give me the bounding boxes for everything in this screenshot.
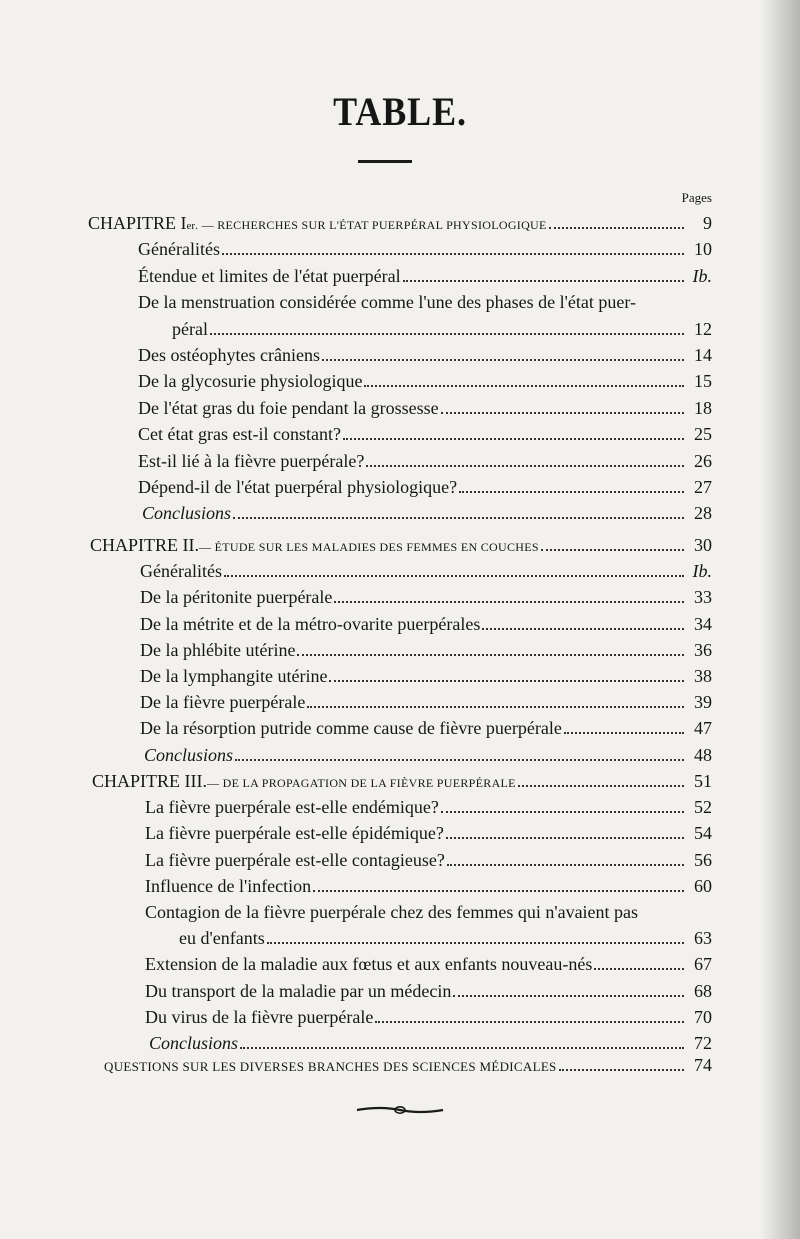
- page-number: 26: [694, 450, 712, 471]
- dot-leader: [297, 640, 684, 656]
- toc-entry: [138, 292, 636, 318]
- toc-entry: [140, 666, 712, 692]
- entry-text: La fièvre puerpérale est-elle endémique?: [145, 797, 439, 818]
- dot-leader: [375, 1007, 684, 1023]
- dot-leader: [541, 535, 684, 551]
- entry-text: La fièvre puerpérale est-elle contagieuse?: [145, 849, 445, 870]
- entry-text: Généralités: [138, 239, 220, 260]
- page-number: 72: [694, 1033, 712, 1053]
- entry-text: De la métrite et de la métro-ovarite puerpérales: [140, 613, 481, 634]
- dot-leader: [441, 797, 684, 813]
- entry-text: Étendue et limites de l'état puerpéral: [138, 265, 401, 286]
- toc-entry: [145, 876, 712, 902]
- page-title: TABLE.: [333, 89, 467, 134]
- entry-text: Extension de la maladie aux fœtus et aux enfants nouveau-nés: [145, 954, 593, 975]
- toc-entry: [145, 823, 712, 849]
- toc-entry: [140, 561, 712, 587]
- page-number: Ib.: [692, 561, 712, 582]
- dot-leader: [313, 876, 684, 892]
- toc-entry: [140, 692, 712, 718]
- chapter-heading: [88, 213, 712, 239]
- toc-entry: [138, 451, 712, 477]
- toc-entry: [138, 398, 712, 424]
- page-number: 52: [694, 797, 712, 818]
- entry-text: eu d'enfants: [179, 928, 265, 949]
- dot-leader: [453, 981, 684, 997]
- toc-entry: [145, 1007, 712, 1033]
- page-number: 48: [694, 744, 712, 765]
- dot-leader: [343, 424, 684, 440]
- entry-text: Conclusions: [142, 503, 232, 524]
- chapter-heading: [92, 771, 712, 797]
- entry-text: Contagion de la fièvre puerpérale chez des femmes qui n'avaient pas: [145, 902, 639, 922]
- entry-text: péral: [172, 318, 208, 339]
- toc-entry: [138, 266, 712, 292]
- chapter-title: — DE LA PROPAGATION DE LA FIÈVRE PUERPÉRALE: [207, 776, 516, 790]
- dot-leader: [366, 451, 684, 467]
- dot-leader: [482, 614, 684, 630]
- dot-leader: [364, 371, 684, 387]
- toc-entry: [144, 745, 712, 771]
- entry-text: De la lymphangite utérine: [140, 666, 328, 686]
- entry-text: Conclusions: [149, 1033, 239, 1053]
- chapter-superscript: er: [186, 220, 196, 232]
- toc-entry: [140, 640, 712, 666]
- toc-entry: [138, 424, 712, 450]
- dot-leader: [267, 928, 684, 944]
- dot-leader: [518, 771, 684, 787]
- dot-leader: [322, 345, 684, 361]
- dot-leader: [224, 561, 684, 577]
- page-number: 18: [694, 397, 712, 418]
- toc-entry: [145, 797, 712, 823]
- dot-leader: [459, 477, 684, 493]
- dot-leader: [403, 266, 684, 282]
- toc-entry: [172, 319, 712, 345]
- page-number: 60: [694, 875, 712, 896]
- page-number: 28: [694, 503, 712, 524]
- dot-leader: [559, 1055, 684, 1071]
- page-number: 51: [694, 771, 712, 791]
- entry-text: La fièvre puerpérale est-elle épidémique?: [145, 823, 444, 844]
- page-number: 36: [694, 639, 712, 660]
- final-entry: [104, 1055, 712, 1081]
- entry-text: De la résorption putride comme cause de fièvre puerpérale: [140, 718, 562, 739]
- page-number: 14: [694, 345, 712, 365]
- chapter-label: CHAPITRE III.: [92, 771, 207, 791]
- chapter-label: CHAPITRE II.: [90, 535, 199, 555]
- dot-leader: [447, 850, 684, 866]
- final-entry-text: QUESTIONS SUR LES DIVERSES BRANCHES DES SCIENCES MÉDICALES: [104, 1059, 557, 1074]
- dot-leader: [594, 954, 684, 970]
- dot-leader: [233, 503, 684, 519]
- dot-leader: [240, 1033, 684, 1049]
- toc-entry: [142, 503, 712, 529]
- page-number: 25: [694, 424, 712, 445]
- toc-entry: [179, 928, 712, 954]
- toc-entry: [138, 371, 712, 397]
- page-number: 30: [694, 535, 712, 555]
- entry-text: De la fièvre puerpérale: [140, 692, 306, 713]
- page-number: 9: [703, 213, 712, 233]
- page-number: 39: [694, 692, 712, 713]
- page-number: 56: [694, 849, 712, 870]
- entry-text: De l'état gras du foie pendant la grossesse: [138, 397, 439, 418]
- toc-entry: [138, 345, 712, 371]
- page-number: 70: [694, 1006, 712, 1027]
- entry-text: De la glycosurie physiologique: [138, 371, 363, 392]
- dot-leader: [329, 666, 684, 682]
- entry-text: Est-il lié à la fièvre puerpérale?: [138, 450, 365, 471]
- dot-leader: [334, 587, 684, 603]
- page-number: 27: [694, 477, 712, 497]
- page-number: 38: [694, 666, 712, 686]
- entry-text: Cet état gras est-il constant?: [138, 424, 341, 445]
- dot-leader: [210, 319, 684, 335]
- entry-text: Du virus de la fièvre puerpérale: [145, 1006, 374, 1027]
- page-number: Ib.: [692, 265, 712, 286]
- entry-text: De la péritonite puerpérale: [140, 587, 333, 608]
- dot-leader: [549, 213, 684, 229]
- entry-text: Influence de l'infection: [145, 875, 312, 896]
- entry-text: Du transport de la maladie par un médecin: [145, 980, 452, 1001]
- entry-text: Dépend-il de l'état puerpéral physiologique?: [138, 477, 458, 497]
- toc-entry: [145, 902, 638, 928]
- page-number: 63: [694, 928, 712, 949]
- end-ornament: [355, 1104, 445, 1116]
- dot-leader: [307, 692, 684, 708]
- dot-leader: [446, 823, 684, 839]
- toc-entry: [145, 850, 712, 876]
- chapter-title: — ÉTUDE SUR LES MALADIES DES FEMMES EN COUCHES: [199, 540, 539, 554]
- page-number: 47: [694, 718, 712, 739]
- dot-leader: [235, 745, 684, 761]
- page-number: 74: [694, 1055, 712, 1075]
- page-number: 67: [694, 954, 712, 975]
- dot-leader: [441, 398, 684, 414]
- chapter-label: CHAPITRE I: [88, 213, 187, 233]
- page-number: 10: [694, 239, 712, 260]
- page-number: 33: [694, 587, 712, 608]
- entry-text: Conclusions: [144, 744, 234, 765]
- pages-column-label: Pages: [681, 190, 712, 205]
- chapter-title: . — RECHERCHES SUR L'ÉTAT PUERPÉRAL PHYSIOLOGIQUE: [195, 218, 547, 232]
- toc-entry: [140, 718, 712, 744]
- entry-text: Généralités: [140, 561, 222, 582]
- toc-entry: [140, 614, 712, 640]
- entry-text: De la menstruation considérée comme l'une des phases de l'état puer-: [138, 292, 636, 313]
- toc-entry: [138, 477, 712, 503]
- entry-text: De la phlébite utérine: [140, 639, 296, 660]
- toc-entry: [145, 954, 712, 980]
- page-number: 54: [694, 823, 712, 844]
- entry-text: Des ostéophytes crâniens: [138, 345, 320, 365]
- page-number: 15: [694, 371, 712, 392]
- dot-leader: [564, 718, 684, 734]
- toc-entry: [138, 239, 712, 265]
- page-number: 34: [694, 613, 712, 634]
- toc-entry: [145, 981, 712, 1007]
- page-number: 12: [694, 318, 712, 339]
- page-number: 68: [694, 980, 712, 1001]
- dot-leader: [222, 239, 684, 255]
- chapter-heading: [90, 535, 712, 561]
- toc-entry: [140, 587, 712, 613]
